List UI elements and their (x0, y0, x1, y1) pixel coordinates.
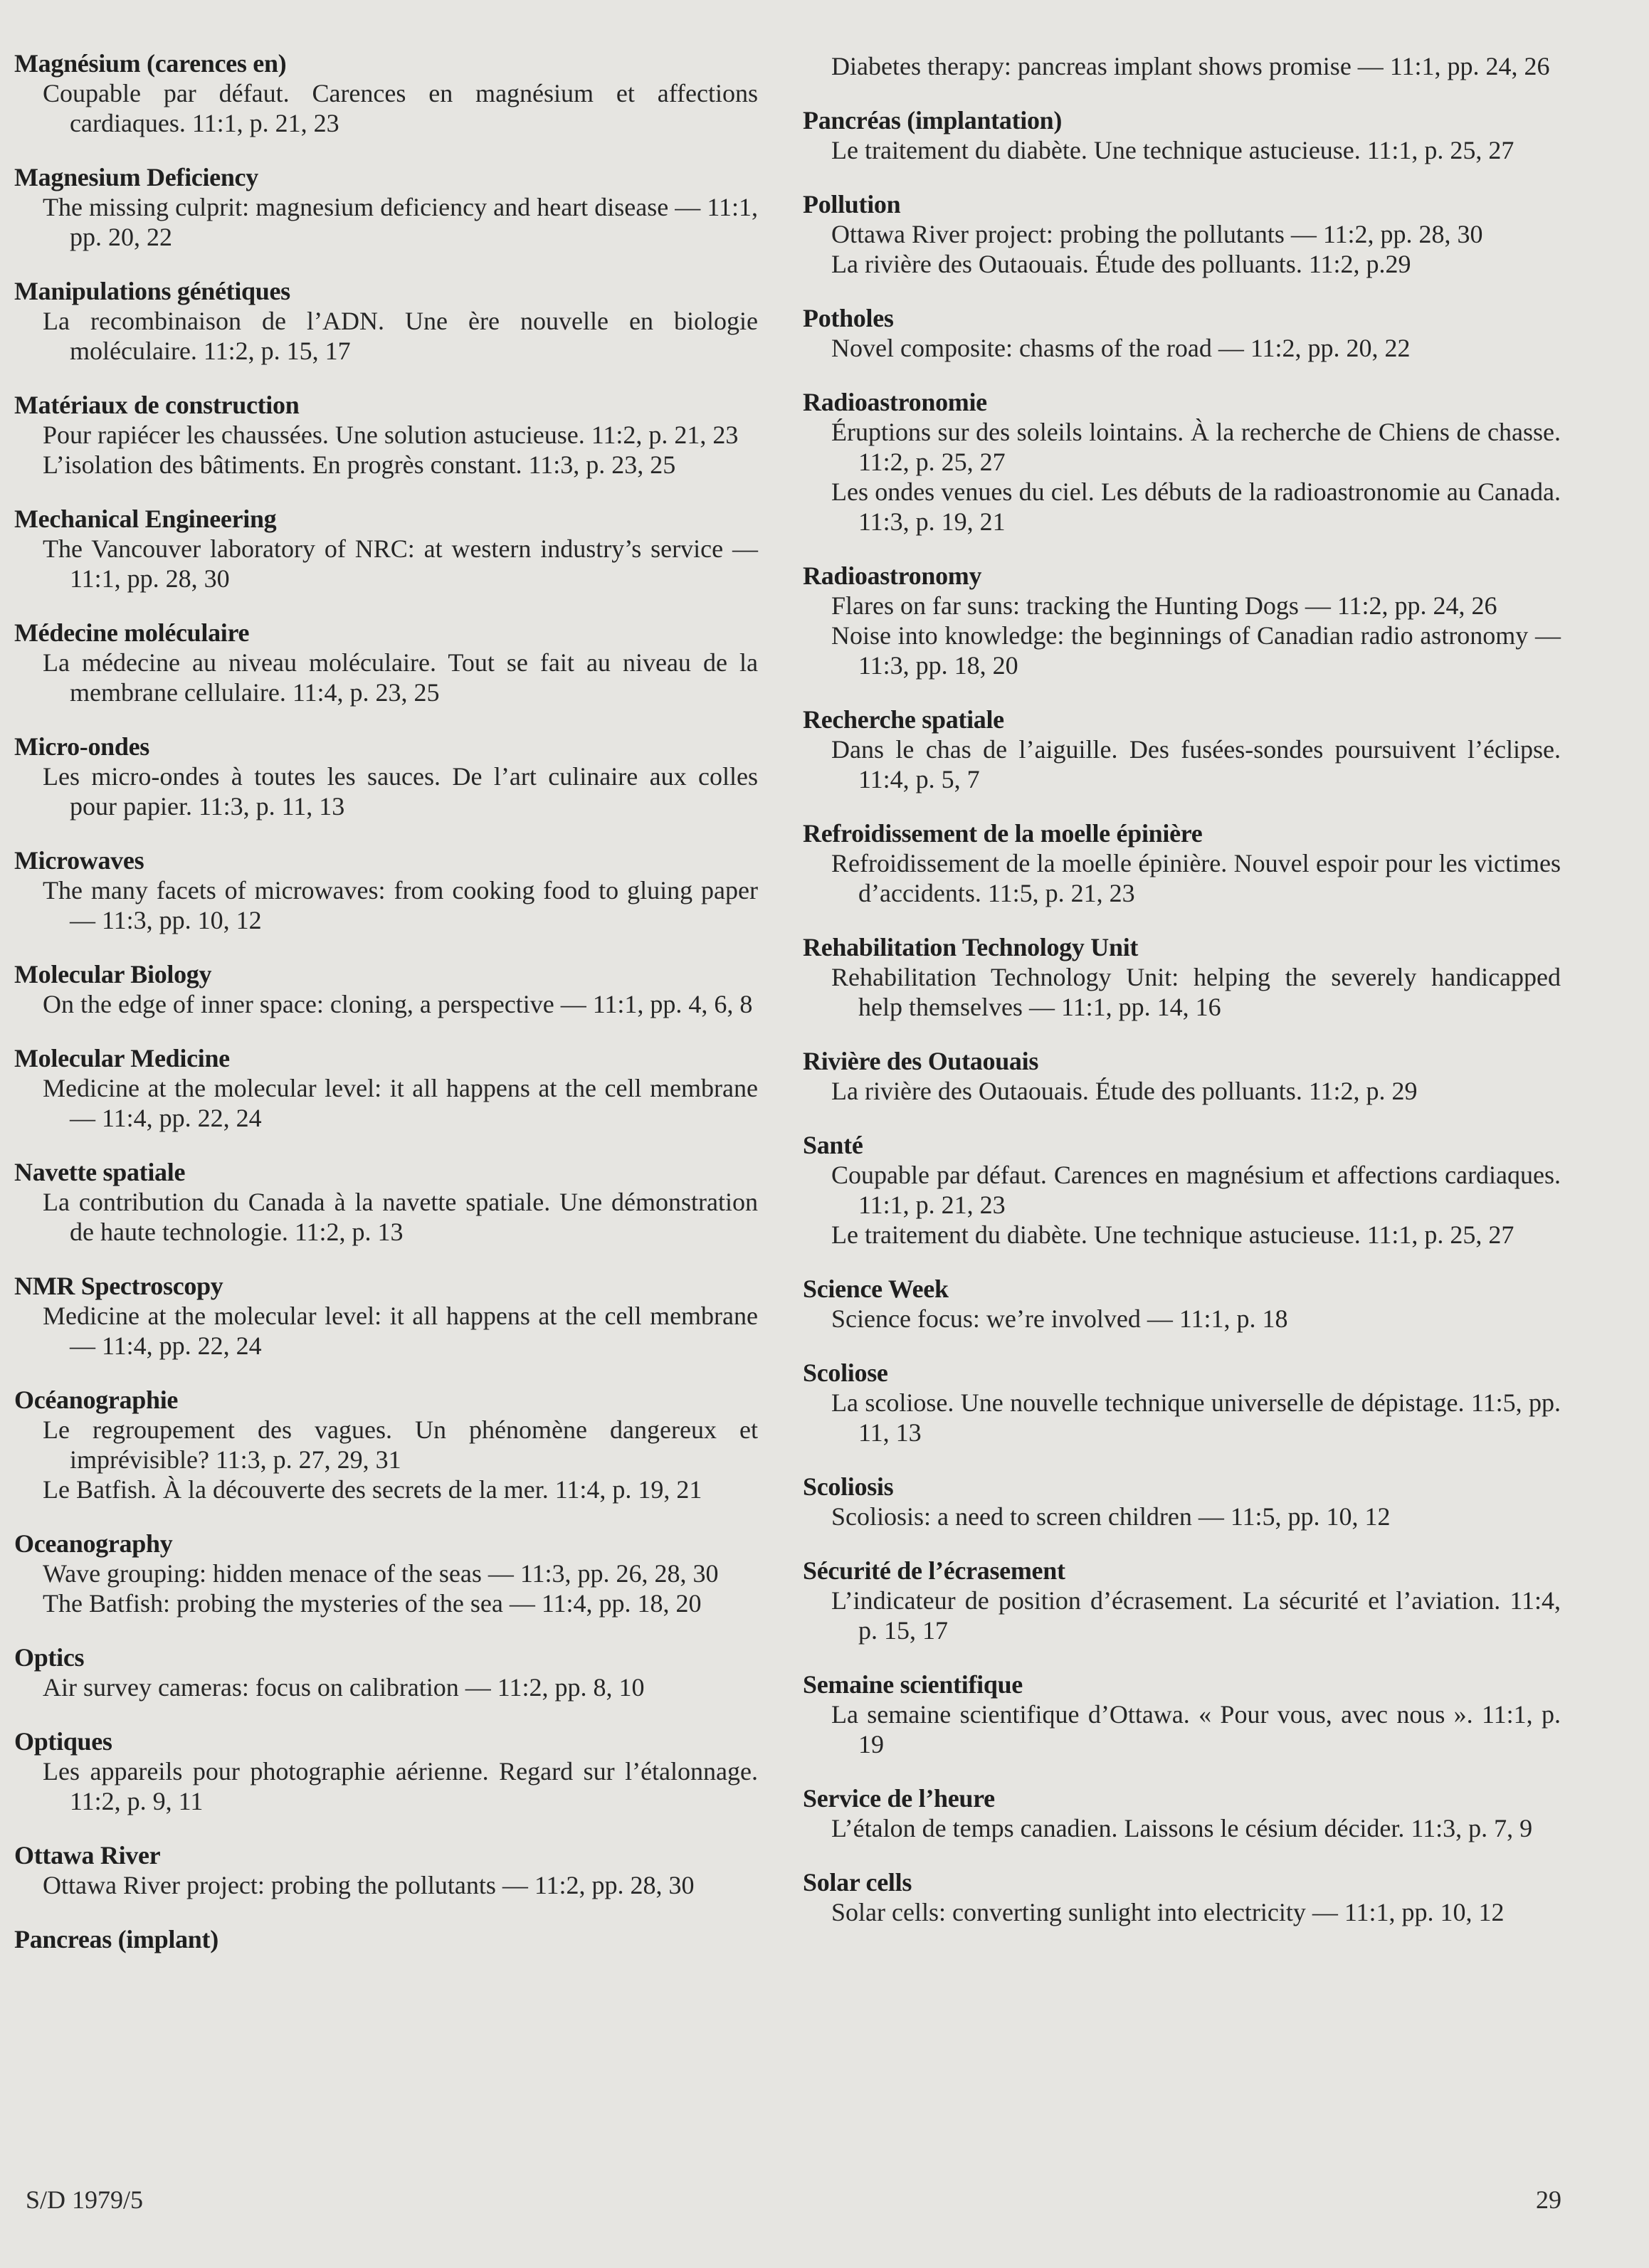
index-reference: La rivière des Outaouais. Étude des polluants. 11:2, p.29 (831, 250, 1411, 278)
index-entry (803, 105, 1561, 165)
index-heading: Radioastronomie (803, 388, 987, 416)
index-heading: Solar cells (803, 1868, 912, 1897)
index-heading: Micro-ondes (14, 732, 150, 761)
index-entry (803, 1358, 1561, 1447)
index-reference: The missing culprit: magnesium deficiency and heart disease — 11:1, pp. 20, 22 (43, 193, 758, 251)
index-entry (803, 1867, 1561, 1927)
index-reference: Les appareils pour photographie aérienne. Regard sur l’étalonnage. 11:2, p. 9, 11 (43, 1757, 758, 1815)
index-heading: Refroidissement de la moelle épinière (803, 819, 1203, 848)
index-reference: Coupable par défaut. Carences en magnésium et affections cardiaques. 11:1, p. 21, 23 (43, 79, 758, 137)
index-entry (14, 276, 758, 366)
index-entry (803, 561, 1561, 680)
index-heading: Semaine scientifique (803, 1670, 1023, 1699)
index-reference: Medicine at the molecular level: it all happens at the cell membrane — 11:4, pp. 22, 24 (43, 1302, 758, 1360)
index-reference: La recombinaison de l’ADN. Une ère nouvelle en biologie moléculaire. 11:2, p. 15, 17 (43, 307, 758, 365)
index-reference: Science focus: we’re involved — 11:1, p. 18 (831, 1304, 1288, 1333)
index-reference: Scoliosis: a need to screen children — 11:5, pp. 10, 12 (831, 1502, 1391, 1531)
index-heading: Pancréas (implantation) (803, 106, 1063, 135)
index-entry (14, 1157, 758, 1247)
index-reference: The Batfish: probing the mysteries of the sea — 11:4, pp. 18, 20 (43, 1589, 702, 1618)
index-entry (14, 1642, 758, 1702)
index-heading: Recherche spatiale (803, 705, 1004, 734)
index-heading: Magnesium Deficiency (14, 163, 258, 191)
index-heading: Microwaves (14, 846, 144, 875)
index-entry (803, 705, 1561, 794)
index-reference: Wave grouping: hidden menace of the seas — 11:3, pp. 26, 28, 30 (43, 1559, 719, 1588)
index-heading: Molecular Medicine (14, 1044, 230, 1072)
index-heading: Navette spatiale (14, 1158, 186, 1186)
index-reference: La scoliose. Une nouvelle technique universelle de dépistage. 11:5, pp. 11, 13 (831, 1388, 1561, 1447)
index-reference: Rehabilitation Technology Unit: helping the severely handicapped help themselves — 11:1, pp. 14, 16 (831, 963, 1561, 1021)
index-entry (803, 189, 1561, 279)
index-heading: Pancreas (implant) (14, 1925, 218, 1953)
index-reference: Refroidissement de la moelle épinière. Nouvel espoir pour les victimes d’accidents. 11:5, p. 21, 23 (831, 849, 1561, 907)
index-entry (14, 1271, 758, 1361)
index-reference: L’isolation des bâtiments. En progrès constant. 11:3, p. 23, 25 (43, 450, 676, 479)
index-reference: Solar cells: converting sunlight into electricity — 11:1, pp. 10, 12 (831, 1898, 1505, 1926)
index-entry (14, 1385, 758, 1504)
index-heading: Radioastronomy (803, 561, 982, 590)
index-entry (803, 1670, 1561, 1759)
index-entry (14, 1726, 758, 1816)
index-entry (803, 818, 1561, 908)
index-reference: Medicine at the molecular level: it all happens at the cell membrane — 11:4, pp. 22, 24 (43, 1074, 758, 1132)
index-heading: NMR Spectroscopy (14, 1272, 223, 1300)
index-reference: Flares on far suns: tracking the Hunting Dogs — 11:2, pp. 24, 26 (831, 591, 1497, 620)
index-heading: Magnésium (carences en) (14, 49, 287, 78)
index-reference: Le regroupement des vagues. Un phénomène dangereux et imprévisible? 11:3, p. 27, 29, 31 (43, 1415, 758, 1474)
index-entry (803, 1274, 1561, 1334)
index-heading: Optiques (14, 1727, 112, 1756)
index-reference: La médecine au niveau moléculaire. Tout se fait au niveau de la membrane cellulaire. 11:4, p. 23, 25 (43, 648, 758, 707)
index-reference: The Vancouver laboratory of NRC: at western industry’s service — 11:1, pp. 28, 30 (43, 534, 758, 593)
index-entry (803, 1556, 1561, 1645)
index-heading: Scoliosis (803, 1472, 894, 1501)
index-entry (14, 1043, 758, 1133)
index-entry (14, 162, 758, 252)
index-heading: Service de l’heure (803, 1784, 995, 1813)
index-entry (14, 845, 758, 935)
index-reference: Éruptions sur des soleils lointains. À la recherche de Chiens de chasse. 11:2, p. 25, 27 (831, 418, 1561, 476)
index-reference: Ottawa River project: probing the pollutants — 11:2, pp. 28, 30 (831, 220, 1483, 248)
index-reference: Le traitement du diabète. Une technique astucieuse. 11:1, p. 25, 27 (831, 136, 1514, 164)
index-entry (14, 48, 758, 138)
index-entry (803, 932, 1561, 1022)
index-reference: L’indicateur de position d’écrasement. La sécurité et l’aviation. 11:4, p. 15, 17 (831, 1586, 1561, 1645)
index-entry (803, 1783, 1561, 1843)
index-reference: Le traitement du diabète. Une technique astucieuse. 11:1, p. 25, 27 (831, 1220, 1514, 1249)
index-reference: Les ondes venues du ciel. Les débuts de la radioastronomie au Canada. 11:3, p. 19, 21 (831, 478, 1561, 536)
index-reference: L’étalon de temps canadien. Laissons le césium décider. 11:3, p. 7, 9 (831, 1814, 1533, 1842)
index-heading: Matériaux de construction (14, 391, 300, 419)
index-reference: La rivière des Outaouais. Étude des polluants. 11:2, p. 29 (831, 1077, 1418, 1105)
index-entry (803, 303, 1561, 363)
index-entry (803, 1472, 1561, 1531)
index-reference: Noise into knowledge: the beginnings of Canadian radio astronomy — 11:3, pp. 18, 20 (831, 621, 1561, 680)
index-heading: Molecular Biology (14, 960, 212, 988)
index-heading: Potholes (803, 304, 894, 332)
index-heading: Science Week (803, 1275, 949, 1303)
index-heading: Rehabilitation Technology Unit (803, 933, 1139, 961)
index-heading: Santé (803, 1131, 863, 1159)
index-reference: On the edge of inner space: cloning, a perspective — 11:1, pp. 4, 6, 8 (43, 990, 753, 1018)
index-heading: Rivière des Outaouais (803, 1047, 1039, 1075)
index-reference: La contribution du Canada à la navette spatiale. Une démonstration de haute technologie. 11:2, p. 13 (43, 1188, 758, 1246)
index-reference: Le Batfish. À la découverte des secrets de la mer. 11:4, p. 19, 21 (43, 1475, 702, 1504)
index-heading: Sécurité de l’écrasement (803, 1556, 1065, 1585)
index-reference: Ottawa River project: probing the pollutants — 11:2, pp. 28, 30 (43, 1871, 695, 1899)
index-heading: Manipulations génétiques (14, 277, 290, 305)
index-reference: Les micro-ondes à toutes les sauces. De l’art culinaire aux colles pour papier. 11:3, p. 11, 13 (43, 762, 758, 821)
index-heading: Ottawa River (14, 1841, 161, 1869)
index-heading: Optics (14, 1643, 85, 1672)
index-heading: Scoliose (803, 1359, 888, 1387)
index-entry (803, 387, 1561, 537)
index-entry (14, 732, 758, 821)
index-reference: La semaine scientifique d’Ottawa. « Pour vous, avec nous ». 11:1, p. 19 (831, 1700, 1561, 1758)
index-heading: Oceanography (14, 1529, 173, 1558)
index-entry (14, 1924, 758, 1954)
index-entry (14, 504, 758, 594)
footer-page-number: 29 (1536, 2185, 1561, 2214)
index-entry (803, 1046, 1561, 1106)
index-entry (14, 618, 758, 707)
index-reference: Dans le chas de l’aiguille. Des fusées-sondes poursuivent l’éclipse. 11:4, p. 5, 7 (831, 735, 1561, 793)
index-reference: The many facets of microwaves: from cooking food to gluing paper — 11:3, pp. 10, 12 (43, 876, 758, 934)
index-entry (14, 1840, 758, 1900)
index-reference: Pour rapiécer les chaussées. Une solution astucieuse. 11:2, p. 21, 23 (43, 421, 739, 449)
index-entry (14, 1529, 758, 1618)
right-column (803, 0, 1561, 1951)
index-reference: Novel composite: chasms of the road — 11:2, pp. 20, 22 (831, 334, 1411, 362)
index-heading: Médecine moléculaire (14, 618, 250, 647)
index-entry (14, 390, 758, 480)
index-heading: Pollution (803, 190, 901, 218)
index-entry (803, 1130, 1561, 1250)
index-reference: Diabetes therapy: pancreas implant shows promise — 11:1, pp. 24, 26 (831, 52, 1550, 80)
index-heading: Océanographie (14, 1386, 179, 1414)
index-entry (14, 959, 758, 1019)
index-heading: Mechanical Engineering (14, 505, 277, 533)
index-entry (803, 51, 1561, 81)
left-column (14, 0, 758, 1978)
index-reference: Coupable par défaut. Carences en magnésium et affections cardiaques. 11:1, p. 21, 23 (831, 1161, 1561, 1219)
footer-issue: S/D 1979/5 (26, 2185, 144, 2214)
index-reference: Air survey cameras: focus on calibration — 11:2, pp. 8, 10 (43, 1673, 645, 1702)
